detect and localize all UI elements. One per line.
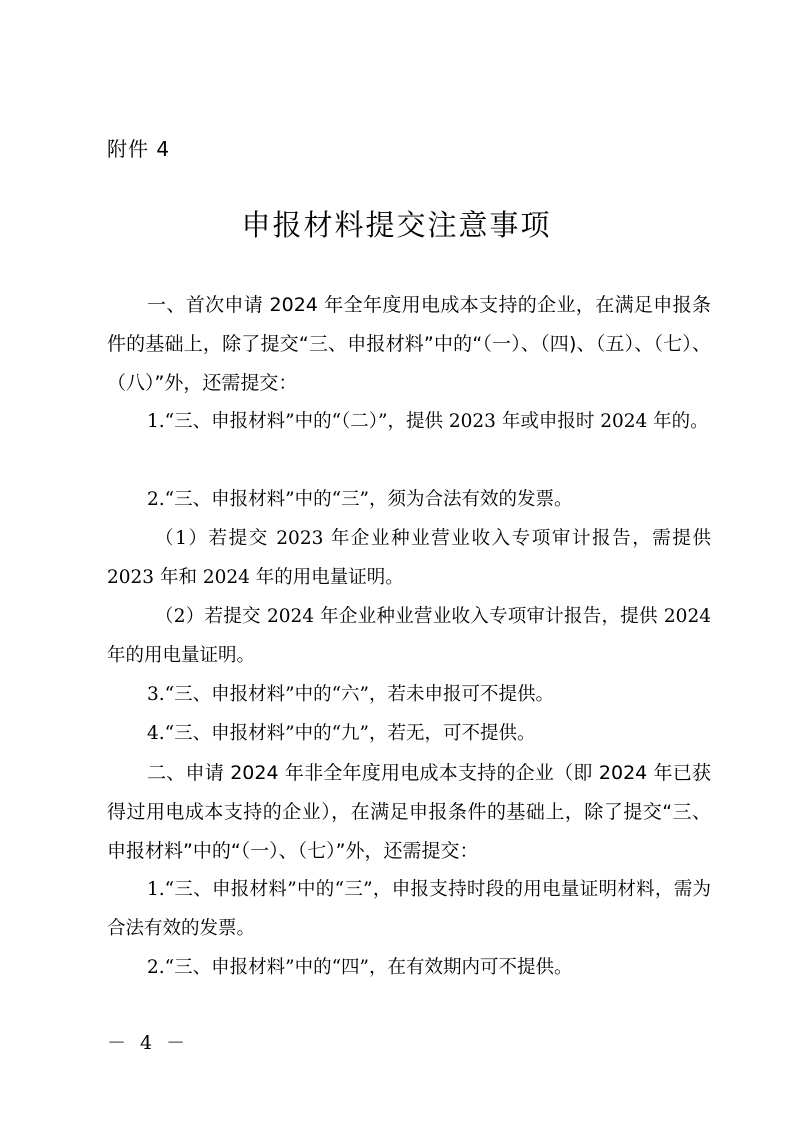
paragraph-section-2: 二、申请 2024 年非全年度用电成本支持的企业（即 2024 年已获得过用电成本支持的企业），在满足申报条件的基础上，除了提交“三、申报材料”中的“（一）、（七）”外，还需提交： <box>107 762 711 862</box>
document-title: 申报材料提交注意事项 <box>241 208 552 242</box>
paragraph-item-2-1: 1.“三、申报材料”中的“三”，申报支持时段的用电量证明材料，需为合法有效的发票。 <box>107 879 711 939</box>
paragraph-item-1-4: 4.“三、申报材料”中的“九”，若无，可不提供。 <box>147 723 536 744</box>
paragraph-item-1-1: 1.“三、申报材料”中的“（二）”，提供 2023 年或申报时 2024 年的。 <box>147 411 709 432</box>
paragraph-item-1-2-2: （2）若提交 2024 年企业种业营业收入专项审计报告，提供 2024 年的用电量证明。 <box>107 606 711 666</box>
paragraph-item-1-3: 3.“三、申报材料”中的“六”，若未申报可不提供。 <box>147 684 554 705</box>
paragraph-item-1-2: 2.“三、申报材料”中的“三”，须为合法有效的发票。 <box>147 489 573 510</box>
paragraph-section-1: 一、首次申请 2024 年全年度用电成本支持的企业，在满足申报条件的基础上，除了提交“三、申报材料”中的“（一）、（四)、（五）、（七）、（八）”外，还需提交： <box>107 294 711 394</box>
paragraph-item-2-2: 2.“三、申报材料”中的“四”，在有效期内可不提供。 <box>147 957 573 978</box>
attachment-label: 附件 4 <box>107 137 171 161</box>
page-number: － 4 － <box>107 1032 190 1054</box>
paragraph-item-1-2-1: （1）若提交 2023 年企业种业营业收入专项审计报告，需提供 2023 年和 2024 年的用电量证明。 <box>107 528 711 588</box>
